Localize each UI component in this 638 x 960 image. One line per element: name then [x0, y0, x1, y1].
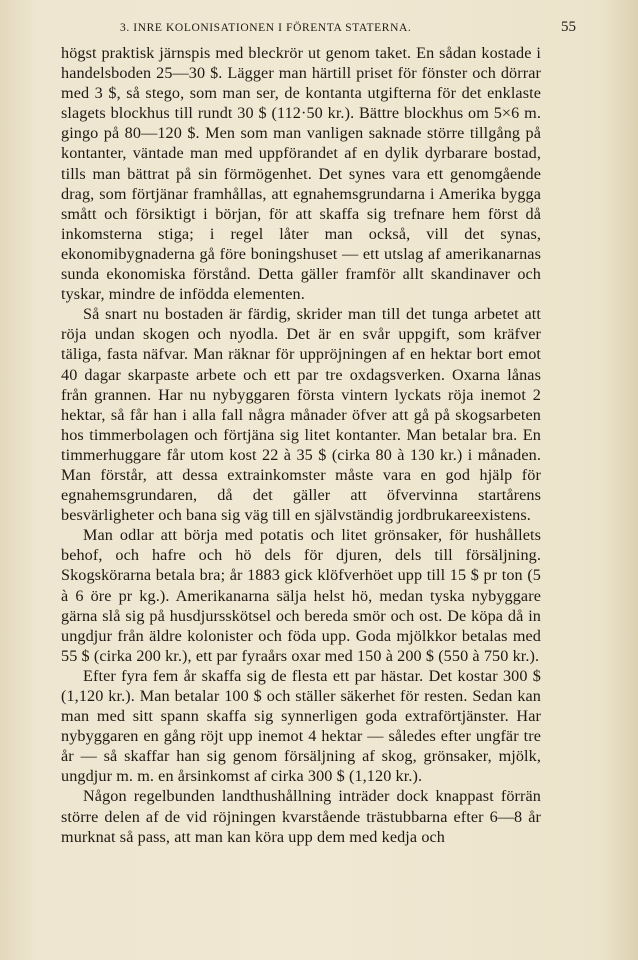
paragraph-5: Någon regelbunden landthushållning inträder dock knappast förrän större delen af de vid röjningen kvarstående trästubbarna efter 6—8 år murknat så pass, att man kan köra upp dem med kedja och [61, 787, 541, 846]
page-number: 55 [561, 19, 576, 35]
paragraph-4: Efter fyra fem år skaffa sig de flesta ett par hästar. Det kostar 300 $ (1,120 kr.). Man betalar 100 $ och ställer säkerhet för resten. Sedan kan man med sitt spann skaffa sig synnerligen goda extraförtjänster. Har nybyggaren en gång röjt upp inemot 4 hektar — således efter ungfär tre år — så skaffar han sig genom försäljning af skog, grönsaker, mjölk, ungdjur m. m. en årsinkomst af cirka 300 $ (1,120 kr.). [61, 666, 541, 786]
body-text [61, 43, 541, 847]
paragraph-3: Man odlar att börja med potatis och litet grönsaker, för hushållets behof, och hafre och hö dels för djuren, dels till försäljning. Skogskörarna betala bra; år 1883 gick klöfverhöet upp till 15 $ pr ton (5 à 6 öre pr kg.). Amerikanarna sälja helst hö, medan tyska nybyggare gärna slå sig på husdjursskötsel och bereda smör och ost. De köpa då in ungdjur från äldre kolonister och föda upp. Goda mjölkkor betalas med 55 $ (cirka 200 kr.), ett par fyraårs oxar med 150 à 200 $ (550 à 750 kr.). [61, 526, 541, 665]
running-title: 3. INRE KOLONISATIONEN I FÖRENTA STATERNA. [120, 22, 412, 34]
paragraph-2: Så snart nu bostaden är färdig, skrider man till det tunga arbetet att röja undan skogen och nyodla. Det är en svår uppgift, som kräfver täliga, fasta näfvar. Man räknar för uppröjningen af en hektar bort emot 40 dagar skarpaste arbete och ett par tre oxdagsverken. Oxarna lånas från grannen. Har nu nybyggaren första vintern lyckats röja inemot 2 hektar, så får han i alla fall några månader öfver att gå på skogsarbeten hos timmerbolagen och förtjäna sig litet kontanter. Man betalar bra. En timmerhuggare får utom kost 22 à 35 $ (cirka 80 à 130 kr.) i månaden. Man förstår, att dessa extrainkomster måste vara en god hjälp för egnahemsgrundaren, då det gäller att öfvervinna startårens besvärligheter och bana sig väg till en självständig jordbrukareexistens. [61, 305, 541, 525]
paragraph-1: högst praktisk järnspis med bleckrör ut genom taket. En sådan kostade i handelsboden 25—30 $. Lägger man härtill priset för fönster och dörrar med 3 $, så stego, som man ser, de kontanta utgifterna för det enklaste slagets blockhus till rundt 30 $ (112·50 kr.). Bättre blockhus om 5×6 m. gingo på 80—120 $. Men som man vanligen saknade större tillgång på kontanter, väntade man med uppförandet af en dylik dyrbarare bostad, tills man bättrat på sin förmögenhet. Det synes vara ett genomgående drag, som förtjänar framhållas, att egnahemsgrundarna i Amerika bygga smått och försiktigt i början, för att skaffa sig trefnare hem först då inkomsterna stiga; i regel låter man också, vill det synas, ekonomibygnaderna gå före boningshuset — ett utslag af amerikanarnas sunda ekonomiska förstånd. Detta gäller framför allt skandinaver och tyskar, mindre de infödda elementen. [61, 44, 541, 304]
running-header [60, 19, 576, 40]
